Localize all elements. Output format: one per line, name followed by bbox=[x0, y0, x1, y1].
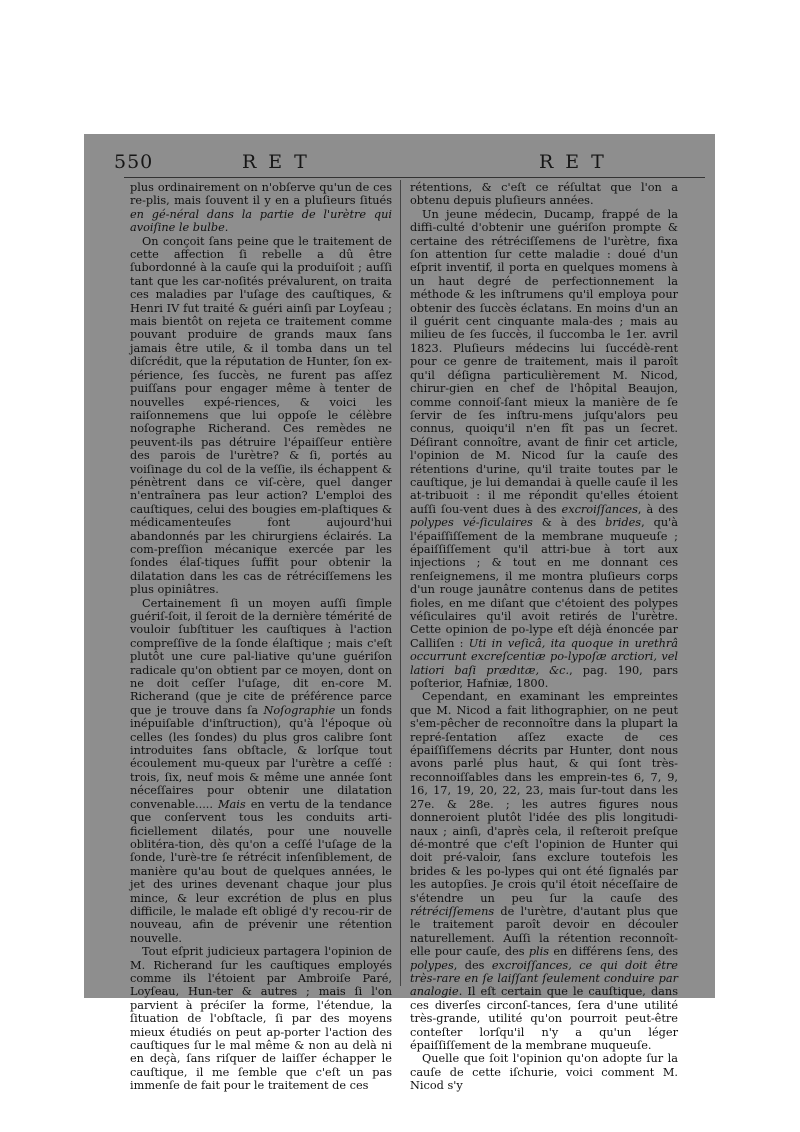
italic-text: excroiſſances, ce qui doit être très-rare en ſe laiſſant ſeulement conduire par analogie bbox=[410, 958, 678, 999]
text-run: rétentions, & c'eſt ce réſultat que l'on a obtenu depuis pluſieurs années. bbox=[410, 181, 678, 208]
right-column bbox=[410, 181, 678, 1093]
text-run: Tout eſprit judicieux partagera l'opinion de M. Richerand ſur les cauſtiques employés comme ils l'étoient par Ambroiſe Paré, Loyſeau, Hun-ter & autres ; mais ſi l'on parvient à préciſer la forme, l'étendue, la ſituation de l'obſtacle, ſi par des moyens mieux étudiés on peut ap-porter l'action des cauſtiques ſur le mal même & non au delà ni en deçà, ſans riſquer de laiſſer échapper le cauſtique, il me ſemble que c'eſt un pas immenſe de fait pour le traitement de ces bbox=[130, 945, 392, 1093]
running-head-right: RET bbox=[539, 151, 616, 173]
header-rule bbox=[124, 177, 705, 178]
text-run: . Il eſt certain que le cauſtique, dans ces diverſes circonſ-tances, ſera d'une utilité très-grande, utilité qu'on pourroit peut-être conteſter lorſqu'il n'y a qu'un léger épaiſſiſſement de la membrane muqueuſe. bbox=[410, 985, 678, 1052]
text-run: Quelle que ſoit l'opinion qu'on adopte ſur la cauſe de cette iſchurie, voici comment M. Nicod s'y bbox=[410, 1052, 678, 1093]
italic-text: plis bbox=[528, 945, 550, 959]
italic-text: Mais bbox=[217, 797, 246, 811]
paragraph bbox=[130, 235, 392, 597]
text-run: Certainement ſi un moyen auſſi ſimple guériſ-ſoit, il ſeroit de la dernière témérité de vouloir ſubſtituer les cauſtiques à l'action compreſſive de la ſonde élaſtique ; mais c'eſt plutôt une cure pal-liative qu'une guériſon radicale qu'on obtient par ce moyen, dont on ne doit ceſſer l'uſage, dit en-core M. Richerand (que je cite de préférence parce que je trouve dans ſa bbox=[130, 596, 392, 717]
text-run: plus ordinairement on n'obſerve qu'un de ces re-plis, mais ſouvent il y en a pluſieurs ſitués bbox=[130, 181, 392, 208]
paragraph bbox=[130, 597, 392, 946]
scanned-page bbox=[84, 134, 715, 1093]
text-run: un fonds inépuiſable d'inſtruction), qu'à l'époque où celles (les ſondes) du plus gros calibre ſont introduites ſans obſtacle, & lorſque tout écoulement mu-queux par l'urètre a ceſſé : trois, ſix, neuf mois & même une année ſont néceſſaires pour obtenir une dilatation convenable..... bbox=[130, 703, 392, 811]
text-run: en vertu de la tendance que conſervent tous les conduits arti-ficiellement dilatés, pour une nouvelle oblitéra-tion, dès qu'on a ceſſé l'uſage de la ſonde, l'urè-tre ſe rétrécit inſenſiblement, de manière qu'au bout de quelques années, le jet des urines devenant chaque jour plus mince, & leur excrétion de plus en plus difficile, le malade eſt obligé d'y recou-rir de nouveau, afin de prévenir une rétention nouvelle. bbox=[130, 797, 392, 945]
text-run: , des bbox=[453, 958, 492, 972]
paragraph bbox=[410, 181, 678, 208]
italic-text: excroiſſances bbox=[561, 502, 638, 516]
paragraph bbox=[130, 945, 392, 1092]
text-run: , pag. 190, pars poſterior, Hafniæ, 1800. bbox=[410, 663, 678, 691]
paragraph bbox=[410, 1052, 678, 1092]
italic-text: Uti in veſicâ, ita quoque in urethrâ occurrunt excreſcentiæ po-lypoſæ arctiori, vel latiori baſi prædıtæ, &c. bbox=[410, 636, 678, 677]
page-header bbox=[84, 151, 715, 173]
text-run: , à des bbox=[637, 502, 678, 516]
text-run: en différens ſens, des bbox=[549, 945, 678, 959]
italic-text: polypes vé-ſiculaires bbox=[410, 516, 533, 530]
left-column bbox=[130, 181, 392, 1093]
italic-text: rétréciſſemens bbox=[410, 904, 495, 918]
italic-text: brides bbox=[605, 516, 642, 530]
text-run: de l'urètre, d'autant plus que le traitement paroît devoir en découler naturellement. Auſſi la rétention reconnoît-elle pour cauſe, des bbox=[410, 904, 678, 959]
italic-text: polypes bbox=[410, 958, 454, 972]
paragraph bbox=[130, 181, 392, 235]
text-run: Un jeune médecin, Ducamp, frappé de la diffi-culté d'obtenir une guériſon prompte & certaine des rétréciſſemens de l'urètre, fixa ſon attention ſur cette maladie : doué d'un eſprit inventif, il porta en quelques momens à un haut degré de perfectionnement la méthode & les inſtrumens qu'il employa pour obtenir des ſuccès éclatans. En moins d'un an il guérit cent cinquante mala-des ; mais au milieu de ſes ſuccès, il ſuccomba le 1er. avril 1823. Pluſieurs médecins lui ſuccédè-rent pour ce genre de traitement, mais il paroît qu'il déſigna particulièrement M. Nicod, chirur-gien en chef de l'hôpital Beaujon, comme connoiſ-ſant mieux la manière de ſe ſervir de ſes inſtru-mens juſqu'alors peu connus, quoiqu'il n'en fît pas un ſecret. Déſirant connoître, avant de finir cet article, l'opinion de M. Nicod ſur la cauſe des rétentions d'urine, qu'il traite toutes par le cauſtique, je lui demandai à quelle cauſe il les at-tribuoit : il me répondit qu'elles étoient auſſi ſou-vent dues à des bbox=[410, 207, 678, 516]
italic-text: Noſographie bbox=[263, 703, 336, 717]
text-run: Cependant, en examinant les empreintes que M. Nicod a fait lithographier, on ne peut s'em-pêcher de reconnoître dans la plupart la repré-ſentation aſſez exacte de ces épaiſſiſſemens décrits par Hunter, dont nous avons parlé plus haut, & qui ſont très-reconnoiſſables dans les emprein-tes 6, 7, 9, 16, 17, 19, 20, 22, 23, mais ſur-tout dans les 27e. & 28e. ; les autres figures nous donneroient plutôt l'idée des plis longitudi-naux ; ainſi, d'après cela, il reſteroit preſque dé-montré que c'eſt l'opinion de Hunter qui doit pré-valoir, ſans exclure toutefois les brides & les po-lypes qui ont été ſignalés par les autopſies. Je crois qu'il étoit néceſſaire de s'étendre un peu ſur la cauſe des bbox=[410, 690, 678, 905]
text-run: On conçoit ſans peine que le traitement de cette affection ſi rebelle a dû être ſubordonné à la cauſe qui la produiſoit ; auſſi tant que les car-noſités prévalurent, on traita ces maladies par l'uſage des cauſtiques, & Henri IV fut traité & guéri ainſi par Loyſeau ; mais bientôt on rejeta ce traitement comme pouvant produire de grands maux ſans jamais être utile, & il tomba dans un tel diſcrédit, que la réputation de Hunter, ſon ex-périence, ſes ſuccès, ne furent pas aſſez puiſſans pour engager même à tenter de nouvelles expé-riences, & voici les raiſonnemens que lui oppoſe le célèbre noſographe Richerand. Ces remèdes ne peuvent-ils pas détruire l'épaiſſeur entière des parois de l'urètre? & ſi, portés au voiſinage du col de la veſſie, ils échappent & pénètrent dans ce viſ-cère, quel danger n'entraînera pas leur action? L'emploi des cauſtiques, celui des bougies em-plaſtiques & médicamenteuſes font aujourd'hui abandonnés par les chirurgiens éclairés. La com-preſſion mécanique exercée par les ſondes élaſ-tiques ſuffit pour obtenir la dilatation dans les cas de rétréciſſemens les plus opiniâtres. bbox=[130, 234, 392, 597]
text-run: , qu'à l'épaiſſiſſement de la membrane muqueuſe ; épaiſſiſſement qu'il attri-bue à tort aux injections ; & tout en me donnant ces renſeignemens, il me montra pluſieurs corps d'un rouge jaunâtre contenus dans de petites fioles, en me diſant que c'étoient des polypes véſiculaires qu'il avoit retirés de l'urètre. Cette opinion de po-lype eſt déjà énoncée par Calliſen : bbox=[410, 516, 678, 650]
running-head-left: RET bbox=[242, 151, 319, 173]
page-number: 550 bbox=[114, 151, 154, 173]
column-divider bbox=[400, 180, 401, 986]
text-run: & à des bbox=[532, 516, 606, 530]
paragraph bbox=[410, 208, 678, 691]
paragraph bbox=[410, 690, 678, 1052]
italic-text: en gé-néral dans la partie de l'urètre qui avoiſine le bulbe. bbox=[130, 207, 392, 235]
